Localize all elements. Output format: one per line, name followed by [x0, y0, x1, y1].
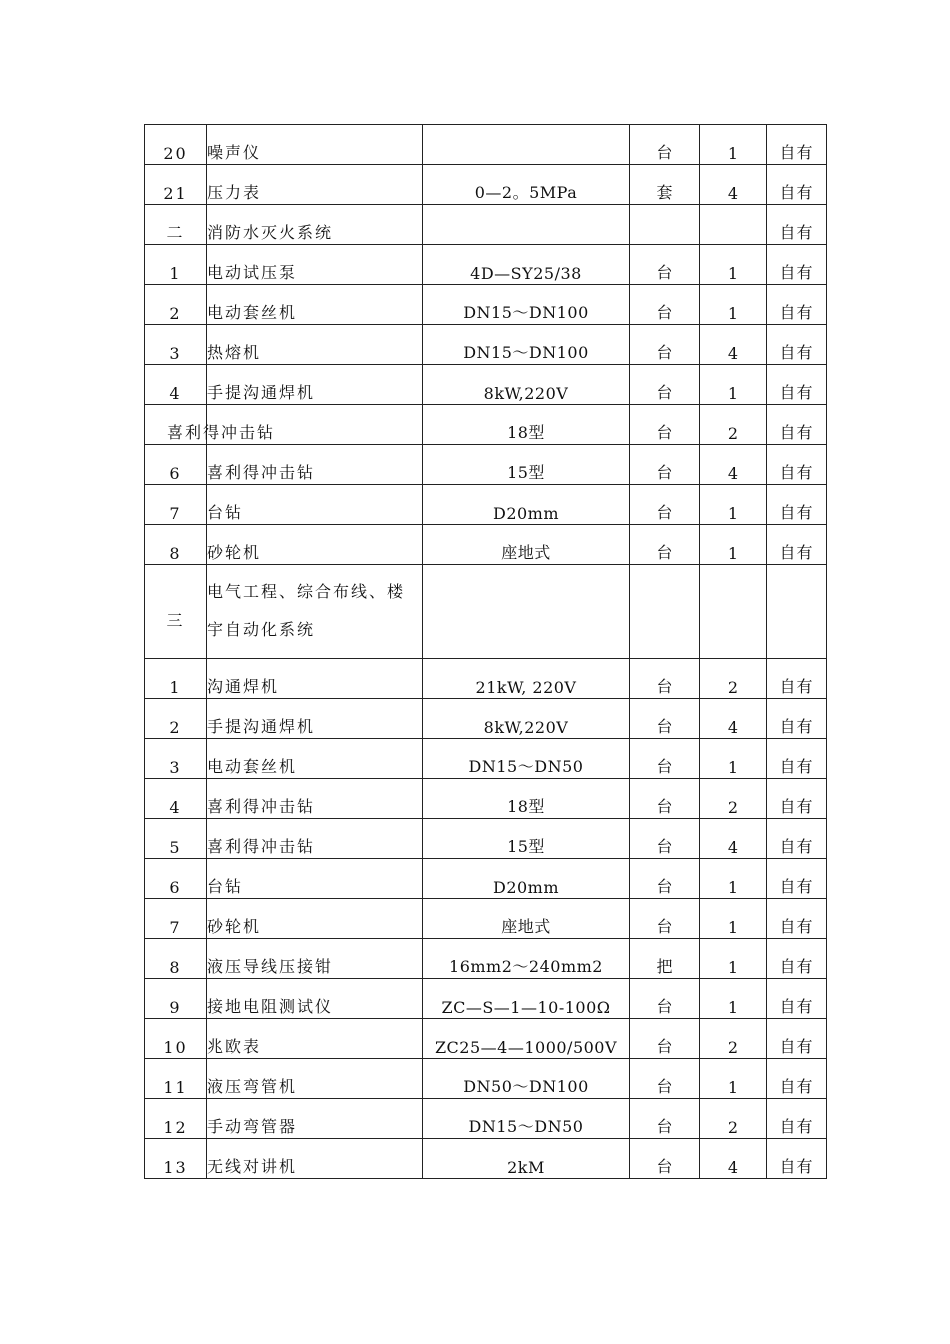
row-number: 6	[145, 445, 207, 485]
equipment-quantity: 4	[700, 165, 767, 205]
equipment-quantity: 1	[700, 1059, 767, 1099]
section-title: 电气工程、综合布线、楼宇自动化系统	[207, 565, 423, 659]
equipment-ownership: 自有	[767, 899, 827, 939]
equipment-unit: 台	[630, 325, 700, 365]
equipment-ownership: 自有	[767, 445, 827, 485]
table-row	[145, 525, 827, 565]
equipment-quantity: 1	[700, 525, 767, 565]
equipment-spec: 18型	[423, 405, 630, 445]
equipment-name: 无线对讲机	[207, 1139, 423, 1179]
equipment-unit: 台	[630, 125, 700, 165]
equipment-ownership: 自有	[767, 525, 827, 565]
equipment-quantity: 1	[700, 365, 767, 405]
equipment-unit: 台	[630, 365, 700, 405]
equipment-ownership: 自有	[767, 1099, 827, 1139]
equipment-ownership: 自有	[767, 285, 827, 325]
row-number: 10	[145, 1019, 207, 1059]
equipment-ownership: 自有	[767, 779, 827, 819]
row-number: 2	[145, 285, 207, 325]
row-number: 12	[145, 1099, 207, 1139]
equipment-name: 手动弯管器	[207, 1099, 423, 1139]
row-number: 3	[145, 739, 207, 779]
equipment-unit: 台	[630, 485, 700, 525]
equipment-unit: 台	[630, 739, 700, 779]
equipment-quantity: 2	[700, 659, 767, 699]
table-row	[145, 445, 827, 485]
equipment-ownership: 自有	[767, 859, 827, 899]
equipment-name: 电动套丝机	[207, 739, 423, 779]
equipment-name: 液压导线压接钳	[207, 939, 423, 979]
equipment-name: 沟通焊机	[207, 659, 423, 699]
equipment-ownership: 自有	[767, 1139, 827, 1179]
equipment-spec: ZC25—4—1000/500V	[423, 1019, 630, 1059]
equipment-name: 手提沟通焊机	[207, 365, 423, 405]
equipment-spec: 15型	[423, 819, 630, 859]
equipment-quantity: 4	[700, 325, 767, 365]
equipment-ownership: 自有	[767, 979, 827, 1019]
equipment-name: 手提沟通焊机	[207, 699, 423, 739]
row-number: 1	[145, 659, 207, 699]
equipment-ownership: 自有	[767, 125, 827, 165]
table-row	[145, 659, 827, 699]
row-number: 4	[145, 779, 207, 819]
equipment-name: 台钻	[207, 859, 423, 899]
table-row	[145, 365, 827, 405]
equipment-quantity: 1	[700, 899, 767, 939]
equipment-quantity: 2	[700, 405, 767, 445]
row-number: 20	[145, 125, 207, 165]
table-row	[145, 125, 827, 165]
equipment-ownership	[767, 565, 827, 659]
equipment-quantity: 1	[700, 245, 767, 285]
equipment-ownership: 自有	[767, 819, 827, 859]
equipment-unit	[630, 565, 700, 659]
equipment-name: 喜利得冲击钻	[207, 819, 423, 859]
section-number: 二	[145, 205, 207, 245]
equipment-spec: 15型	[423, 445, 630, 485]
equipment-ownership: 自有	[767, 205, 827, 245]
equipment-name: 砂轮机	[207, 525, 423, 565]
equipment-quantity: 1	[700, 485, 767, 525]
equipment-name: 台钻	[207, 485, 423, 525]
equipment-spec	[423, 205, 630, 245]
equipment-ownership: 自有	[767, 325, 827, 365]
equipment-spec: 8kW,220V	[423, 365, 630, 405]
table-row	[145, 899, 827, 939]
equipment-table-body	[145, 125, 827, 1179]
row-number: 3	[145, 325, 207, 365]
equipment-ownership: 自有	[767, 365, 827, 405]
equipment-spec: D20mm	[423, 485, 630, 525]
equipment-unit: 台	[630, 659, 700, 699]
table-row	[145, 1139, 827, 1179]
table-row	[145, 285, 827, 325]
row-number: 4	[145, 365, 207, 405]
equipment-unit: 台	[630, 1059, 700, 1099]
equipment-unit: 台	[630, 405, 700, 445]
equipment-unit: 把	[630, 939, 700, 979]
equipment-name: 喜利得冲击钻	[207, 445, 423, 485]
table-row	[145, 779, 827, 819]
equipment-spec: 座地式	[423, 525, 630, 565]
equipment-ownership: 自有	[767, 405, 827, 445]
row-number: 11	[145, 1059, 207, 1099]
table-row	[145, 859, 827, 899]
table-row	[145, 739, 827, 779]
equipment-unit: 套	[630, 165, 700, 205]
equipment-unit: 台	[630, 899, 700, 939]
equipment-quantity: 4	[700, 819, 767, 859]
row-number: 21	[145, 165, 207, 205]
table-row	[145, 819, 827, 859]
misplaced-equipment-name: 喜利得冲击钻	[167, 423, 276, 442]
equipment-quantity: 2	[700, 1019, 767, 1059]
equipment-spec: 4D—SY25/38	[423, 245, 630, 285]
equipment-spec: 18型	[423, 779, 630, 819]
equipment-spec: DN15～DN100	[423, 285, 630, 325]
table-row	[145, 485, 827, 525]
row-number: 8	[145, 939, 207, 979]
equipment-name: 热熔机	[207, 325, 423, 365]
equipment-spec: 8kW,220V	[423, 699, 630, 739]
equipment-spec: DN15～DN100	[423, 325, 630, 365]
equipment-quantity: 1	[700, 939, 767, 979]
equipment-name: 砂轮机	[207, 899, 423, 939]
equipment-quantity: 2	[700, 1099, 767, 1139]
table-row	[145, 405, 827, 445]
section-row	[145, 205, 827, 245]
equipment-name: 喜利得冲击钻	[207, 779, 423, 819]
row-number: 7	[145, 485, 207, 525]
equipment-quantity	[700, 565, 767, 659]
equipment-spec	[423, 565, 630, 659]
equipment-unit: 台	[630, 699, 700, 739]
equipment-name: 压力表	[207, 165, 423, 205]
row-number-cell	[145, 405, 276, 445]
equipment-unit	[630, 205, 700, 245]
equipment-name: 兆欧表	[207, 1019, 423, 1059]
equipment-unit: 台	[630, 525, 700, 565]
equipment-ownership: 自有	[767, 485, 827, 525]
equipment-unit: 台	[630, 979, 700, 1019]
table-row	[145, 979, 827, 1019]
equipment-spec: DN15～DN50	[423, 1099, 630, 1139]
equipment-spec: 座地式	[423, 899, 630, 939]
equipment-spec: DN15～DN50	[423, 739, 630, 779]
equipment-name: 噪声仪	[207, 125, 423, 165]
table-row	[145, 325, 827, 365]
equipment-spec: DN50～DN100	[423, 1059, 630, 1099]
row-number: 1	[145, 245, 207, 285]
equipment-quantity: 4	[700, 699, 767, 739]
equipment-name: 液压弯管机	[207, 1059, 423, 1099]
equipment-unit: 台	[630, 245, 700, 285]
row-number: 13	[145, 1139, 207, 1179]
equipment-unit: 台	[630, 819, 700, 859]
equipment-quantity: 1	[700, 125, 767, 165]
equipment-spec: ZC—S—1—10-100Ω	[423, 979, 630, 1019]
equipment-name: 电动套丝机	[207, 285, 423, 325]
table-row	[145, 1099, 827, 1139]
equipment-ownership: 自有	[767, 165, 827, 205]
table-row	[145, 1059, 827, 1099]
equipment-unit: 台	[630, 1099, 700, 1139]
table-row	[145, 1019, 827, 1059]
equipment-spec	[423, 125, 630, 165]
equipment-unit: 台	[630, 859, 700, 899]
equipment-ownership: 自有	[767, 699, 827, 739]
equipment-spec: 2kM	[423, 1139, 630, 1179]
row-number: 8	[145, 525, 207, 565]
equipment-spec: 21kW, 220V	[423, 659, 630, 699]
table-row	[145, 165, 827, 205]
equipment-quantity	[700, 205, 767, 245]
table-row	[145, 699, 827, 739]
equipment-unit: 台	[630, 779, 700, 819]
equipment-ownership: 自有	[767, 1019, 827, 1059]
equipment-name: 电动试压泵	[207, 245, 423, 285]
equipment-ownership: 自有	[767, 739, 827, 779]
equipment-quantity: 4	[700, 445, 767, 485]
section-number: 三	[145, 565, 207, 659]
equipment-ownership: 自有	[767, 659, 827, 699]
table-row	[145, 245, 827, 285]
row-number: 6	[145, 859, 207, 899]
row-number: 9	[145, 979, 207, 1019]
equipment-unit: 台	[630, 1019, 700, 1059]
equipment-unit: 台	[630, 445, 700, 485]
equipment-table	[144, 124, 827, 1179]
equipment-quantity: 1	[700, 285, 767, 325]
equipment-quantity: 4	[700, 1139, 767, 1179]
equipment-spec: 16mm2～240mm2	[423, 939, 630, 979]
equipment-unit: 台	[630, 1139, 700, 1179]
equipment-quantity: 1	[700, 739, 767, 779]
equipment-ownership: 自有	[767, 245, 827, 285]
section-row	[145, 565, 827, 659]
row-number: 7	[145, 899, 207, 939]
section-title: 消防水灭火系统	[207, 205, 423, 245]
equipment-ownership: 自有	[767, 939, 827, 979]
row-number: 2	[145, 699, 207, 739]
equipment-name: 接地电阻测试仪	[207, 979, 423, 1019]
equipment-ownership: 自有	[767, 1059, 827, 1099]
equipment-spec: D20mm	[423, 859, 630, 899]
equipment-unit: 台	[630, 285, 700, 325]
row-number: 5	[145, 819, 207, 859]
equipment-quantity: 1	[700, 979, 767, 1019]
equipment-quantity: 1	[700, 859, 767, 899]
table-row	[145, 939, 827, 979]
equipment-spec: 0—2。5MPa	[423, 165, 630, 205]
equipment-quantity: 2	[700, 779, 767, 819]
